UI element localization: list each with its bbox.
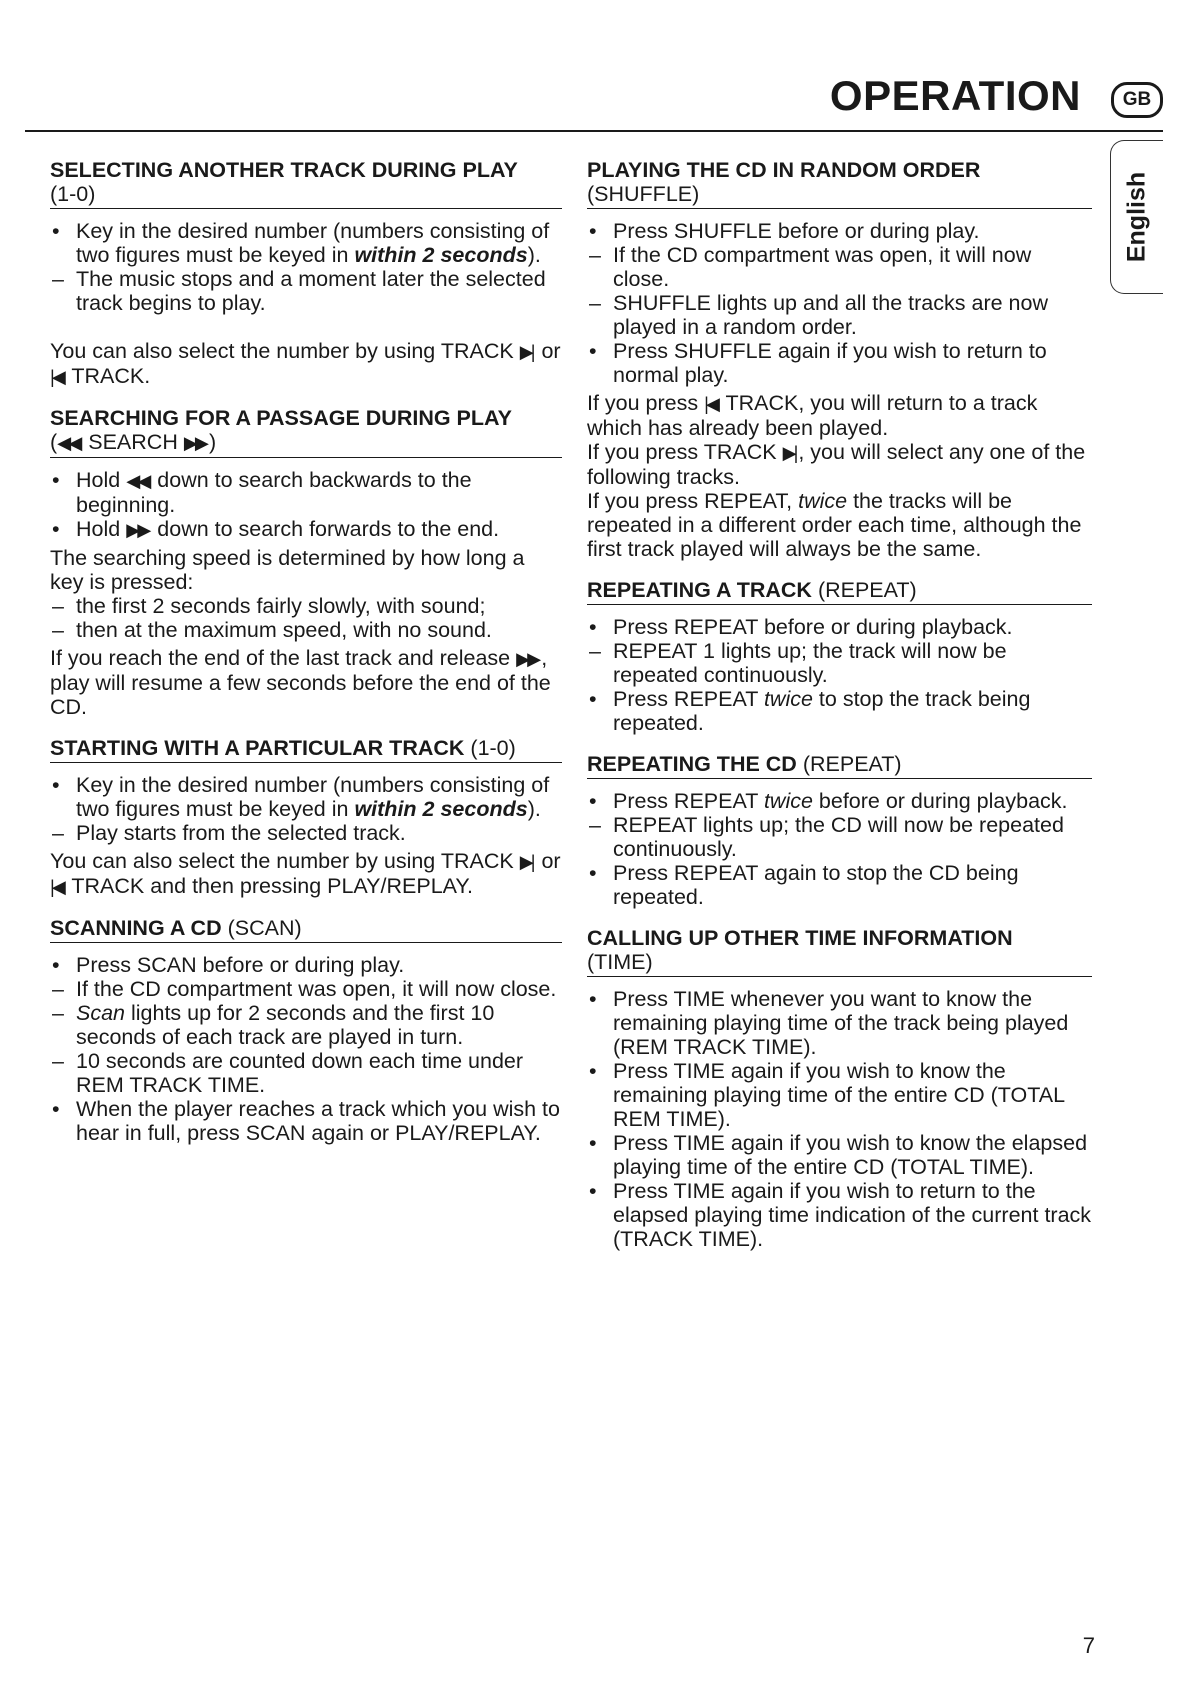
previous-track-icon: |◀ [704,393,717,414]
bullet-icon: • [589,219,597,243]
section-repeating-track [587,578,1092,735]
section-title: SELECTING ANOTHER TRACK DURING PLAY [50,158,518,182]
section-subtitle: (TIME) [587,950,653,974]
dash-icon: – [52,1049,64,1073]
bullet-item: • Key in the desired number (numbers consisting of two figures must be keyed in within 2 seconds). [52,773,550,821]
dash-icon: – [52,977,64,1001]
bullet-item: • Key in the desired number (numbers consisting of two figures must be keyed in within 2 seconds). [52,219,550,267]
paragraph: If you press |◀ TRACK, you will return to a track which has already been played. [587,391,1038,440]
dash-icon: – [52,618,64,642]
dash-icon: – [589,813,601,837]
bullet-item: • Press SHUFFLE again if you wish to return to normal play. [589,339,1047,387]
section-repeating-cd [587,752,1092,909]
next-track-icon: ▶| [519,851,533,872]
section-heading [50,158,562,209]
bullet-icon: • [52,219,60,243]
paragraph: The searching speed is determined by how long a key is pressed: [50,546,525,594]
section-subtitle: (◀◀ SEARCH ▶▶ ) [50,430,217,454]
bullet-icon: • [589,987,597,1011]
bullet-icon: • [589,615,597,639]
bullet-icon: • [52,468,60,492]
dash-icon: – [52,1001,64,1025]
header-divider [25,130,1163,132]
section-starting-track [50,736,562,899]
bullet-item: • Press SHUFFLE before or during play. [589,219,980,243]
bullet-icon: • [52,773,60,797]
dash-item: – SHUFFLE lights up and all the tracks are now played in a random order. [589,291,1048,339]
fast-forward-icon: ▶▶ [516,648,539,669]
bullet-icon: • [589,339,597,363]
dash-item: – the first 2 seconds fairly slowly, with sound; [52,594,486,618]
section-title: REPEATING A TRACK [587,578,812,602]
section-subtitle: (REPEAT) [802,752,902,776]
section-title: SCANNING A CD [50,916,222,940]
dash-item: – The music stops and a moment later the selected track begins to play. [52,267,546,315]
section-selecting-track [50,158,562,389]
section-time-information [587,926,1092,1251]
left-column [50,158,562,1162]
section-subtitle: (SHUFFLE) [587,182,700,206]
section-heading [50,406,562,458]
bullet-icon: • [52,517,60,541]
dash-item: – Play starts from the selected track. [52,821,406,845]
dash-icon: – [589,639,601,663]
bullet-item: • Press SCAN before or during play. [52,953,405,977]
section-heading [587,158,1092,209]
fast-forward-icon: ▶▶ [183,432,206,453]
section-searching-passage [50,406,562,719]
bullet-item: • Press TIME again if you wish to know the elapsed playing time of the entire CD (TOTAL TIME). [589,1131,1088,1179]
bullet-item: • Press TIME whenever you want to know the remaining playing time of the track being played (REM TRACK TIME). [589,987,1069,1059]
fast-forward-icon: ▶▶ [126,519,149,540]
section-title: STARTING WITH A PARTICULAR TRACK [50,736,465,760]
section-scanning-cd [50,916,562,1145]
previous-track-icon: |◀ [50,876,63,897]
dash-icon: – [52,821,64,845]
dash-item: – If the CD compartment was open, it will now close. [589,243,1032,291]
dash-icon: – [52,594,64,618]
dash-icon: – [589,243,601,267]
page-title: OPERATION [829,72,1081,119]
dash-icon: – [589,291,601,315]
next-track-icon: ▶| [782,442,796,463]
section-subtitle: (1-0) [470,736,516,760]
bullet-item: • Hold ◀◀ down to search backwards to the beginning. [52,468,472,517]
dash-icon: – [52,267,64,291]
bullet-item: • Press TIME again if you wish to return to the elapsed playing time indication of the current track (TRACK TIME). [589,1179,1092,1251]
section-heading [587,926,1092,977]
section-heading [587,578,1092,605]
bullet-item: • Press REPEAT before or during playback. [589,615,1013,639]
bullet-item: • When the player reaches a track which you wish to hear in full, press SCAN again or PLAY/REPLAY. [52,1097,560,1145]
bullet-icon: • [589,789,597,813]
section-title: CALLING UP OTHER TIME INFORMATION [587,926,1013,950]
paragraph: You can also select the number by using TRACK ▶| or |◀ TRACK. [50,339,561,388]
bullet-item: • Press TIME again if you wish to know the remaining playing time of the entire CD (TOTAL REM TIME). [589,1059,1065,1131]
bullet-icon: • [589,687,597,711]
section-title: PLAYING THE CD IN RANDOM ORDER [587,158,981,182]
rewind-icon: ◀◀ [57,432,80,453]
dash-item: – then at the maximum speed, with no sound. [52,618,492,642]
dash-item: – REPEAT lights up; the CD will now be repeated continuously. [589,813,1064,861]
bullet-icon: • [52,1097,60,1121]
page-number: 7 [1082,1633,1095,1658]
dash-item: – Scan lights up for 2 seconds and the first 10 seconds of each track are played in turn. [52,1001,495,1049]
rewind-icon: ◀◀ [126,470,149,491]
section-subtitle: (1-0) [50,182,96,206]
section-random-order [587,158,1092,561]
bullet-icon: • [589,1179,597,1203]
bullet-icon: • [589,1059,597,1083]
bullet-item: • Press REPEAT twice before or during playback. [589,789,1068,813]
paragraph: You can also select the number by using TRACK ▶| or |◀ TRACK and then pressing PLAY/REPLAY. [50,849,561,898]
language-tab [1110,140,1163,294]
language-tab-label: English [1122,171,1151,263]
section-title: REPEATING THE CD [587,752,797,776]
dash-item: – 10 seconds are counted down each time under REM TRACK TIME. [52,1049,524,1097]
paragraph: If you press REPEAT, twice the tracks will be repeated in a different order each time, although the first track played will always be the same. [587,489,1082,561]
section-heading [587,752,1092,779]
bullet-item: • Press REPEAT twice to stop the track being repeated. [589,687,1031,735]
bullet-item: • Hold ▶▶ down to search forwards to the end. [52,517,500,541]
bullet-icon: • [52,953,60,977]
section-subtitle: (REPEAT) [817,578,917,602]
paragraph: If you reach the end of the last track and release ▶▶ , play will resume a few seconds before the end of the CD. [50,646,551,719]
dash-item: – REPEAT 1 lights up; the track will now be repeated continuously. [589,639,1007,687]
section-heading [50,736,562,763]
section-subtitle: (SCAN) [227,916,302,940]
next-track-icon: ▶| [519,341,533,362]
section-heading [50,916,562,943]
bullet-icon: • [589,1131,597,1155]
bullet-item: • Press REPEAT again to stop the CD being repeated. [589,861,1019,909]
previous-track-icon: |◀ [50,366,63,387]
section-title: SEARCHING FOR A PASSAGE DURING PLAY [50,406,512,430]
dash-item: – If the CD compartment was open, it will now close. [52,977,557,1001]
right-column [587,158,1092,1268]
country-badge: GB [1111,82,1163,118]
bullet-icon: • [589,861,597,885]
paragraph: If you press TRACK ▶| , you will select any one of the following tracks. [587,440,1086,489]
